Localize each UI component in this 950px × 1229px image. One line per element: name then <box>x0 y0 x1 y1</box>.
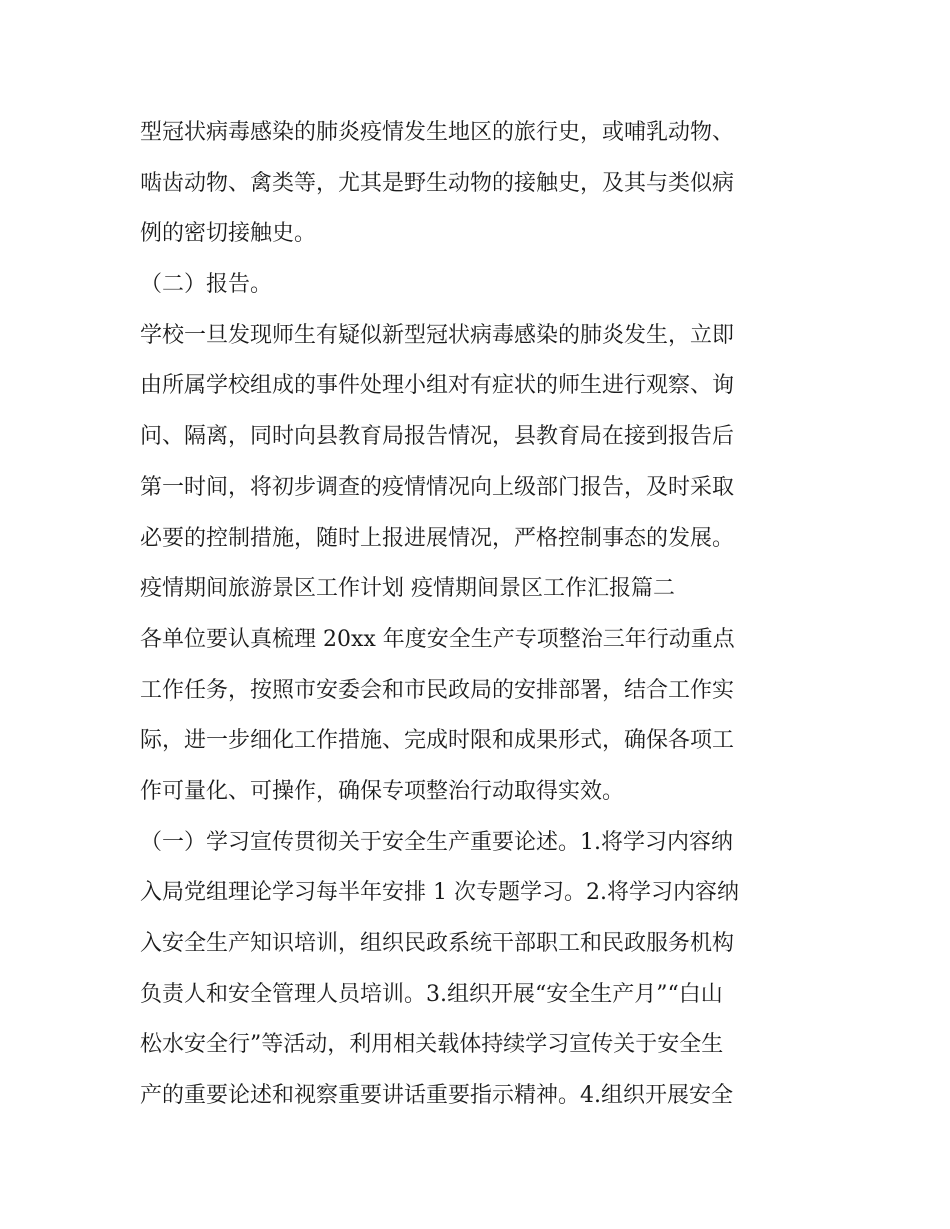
text-line: 型冠状病毒感染的肺炎疫情发生地区的旅行史，或哺乳动物、 <box>140 120 735 145</box>
text-line: 必要的控制措施，随时上报进展情况，严格控制事态的发展。 <box>140 525 735 551</box>
text-line: 学校一旦发现师生有疑似新型冠状病毒感染的肺炎发生，立即 <box>140 322 735 348</box>
text-line: 负责人和安全管理人员培训。3.组织开展“安全生产月”“白山 <box>140 981 723 1007</box>
text-line: 第一时间，将初步调查的疫情情况向上级部门报告，及时采取 <box>140 474 735 500</box>
text-line: 工作任务，按照市安委会和市民政局的安排部署，结合工作实 <box>140 677 735 703</box>
text-line: 际，进一步细化工作措施、完成时限和成果形式，确保各项工 <box>140 728 735 754</box>
section-heading: （二）报告。 <box>140 272 273 298</box>
text-line: 入局党组理论学习每半年安排 1 次专题学习。2.将学习内容纳 <box>140 880 739 906</box>
text-line: 作可量化、可操作，确保专项整治行动取得实效。 <box>140 778 625 804</box>
text-line: 啮齿动物、禽类等，尤其是野生动物的接触史，及其与类似病 <box>140 170 735 196</box>
text-line: 产的重要论述和视察重要讲话重要指示精神。4.组织开展安全 <box>140 1083 733 1109</box>
text-line: （一）学习宣传贯彻关于安全生产重要论述。1.将学习内容纳 <box>140 829 733 855</box>
text-line: 松水安全行”等活动，利用相关载体持续学习宣传关于安全生 <box>140 1032 724 1058</box>
text-line: 入安全生产知识培训，组织民政系统干部职工和民政服务机构 <box>140 931 735 956</box>
text-line: 由所属学校组成的事件处理小组对有症状的师生进行观察、询 <box>140 373 735 399</box>
document-body <box>140 108 820 1122</box>
text-line: 各单位要认真梳理 20xx 年度安全生产专项整治三年行动重点 <box>140 626 735 652</box>
text-line: 问、隔离，同时向县教育局报告情况，县教育局在接到报告后 <box>140 424 735 450</box>
text-line: 例的密切接触史。 <box>140 221 317 247</box>
article-title: 疫情期间旅游景区工作计划 疫情期间景区工作汇报篇二 <box>140 576 675 602</box>
